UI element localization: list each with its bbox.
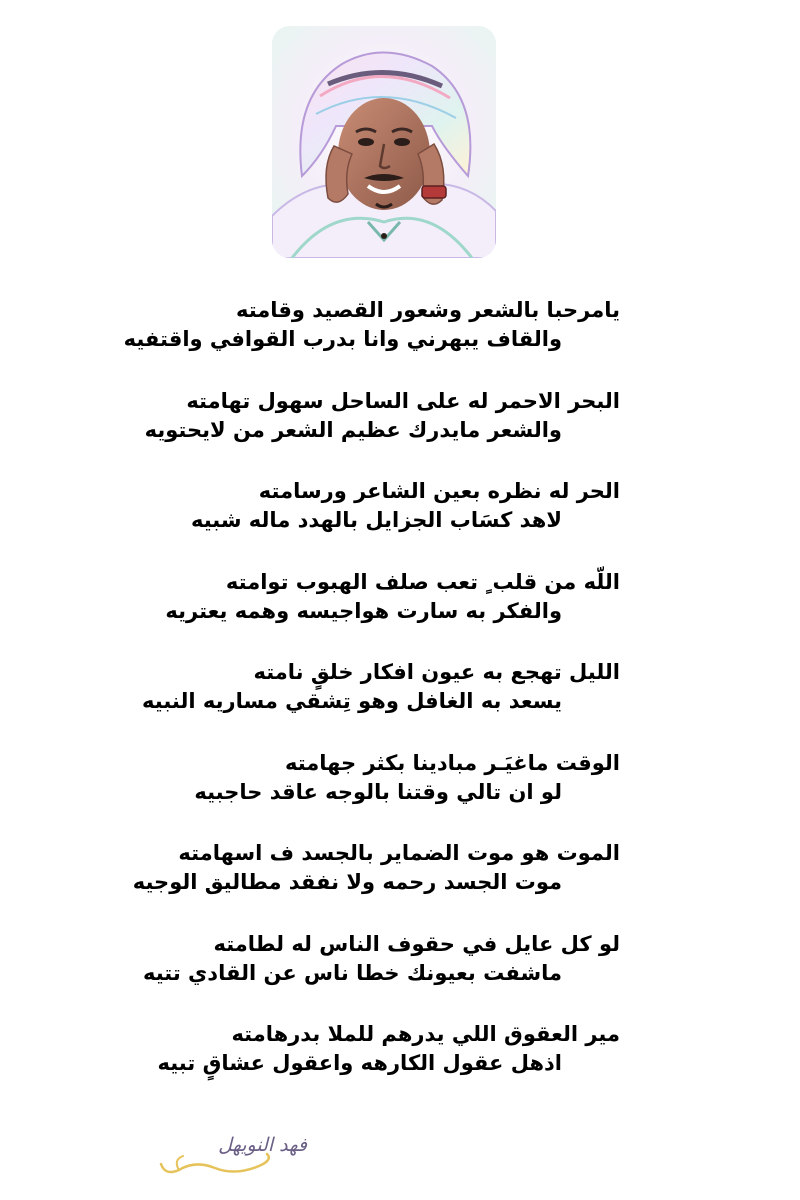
poem-stanza <box>150 1016 620 1107</box>
portrait-illustration-icon <box>272 26 496 258</box>
poem-line: اللّه من قلب ٍ تعب صلف الهبوب توامته <box>225 569 620 594</box>
poem-line: اذهل عقول الكارهه واعقول عشاقٍ تبيه <box>157 1051 562 1075</box>
poem-stanza <box>150 564 620 655</box>
signature-name: فهد النويهل <box>218 1134 307 1156</box>
poem-stanza <box>144 383 620 474</box>
poem-line: موت الجسد رحمه ولا نفقد مطاليق الوجيه <box>132 870 562 894</box>
poem-line: والشعر مايدرك عظيم الشعر من لايحتويه <box>144 417 562 442</box>
poem-stanza <box>142 654 620 745</box>
poem-line: والقاف يبهرني وانا بدرب القوافي واقتفيه <box>123 327 562 351</box>
poem-stanza <box>132 835 620 926</box>
poem-line: يسعد به الغافل وهو تِشقي مساريه النبيه <box>142 689 562 713</box>
poet-portrait <box>272 26 496 258</box>
poem-line: البحر الاحمر له على الساحل سهول تهامته <box>186 388 620 413</box>
poem-line: الوقت ماغيَـر مبادينا بكثر جهامته <box>284 750 620 775</box>
poem-line: والفكر به سارت هواجيسه وهمه يعتريه <box>165 598 562 623</box>
poem-line: لو ان تالي وقتنا بالوجه عاقد حاجبيه <box>194 779 562 804</box>
poem-line: ماشفت بعيونك خطا ناس عن القادي تتيه <box>142 960 562 985</box>
poem-stanza <box>150 745 620 836</box>
poem-line: لاهد كسَاب الجزايل بالهدد ماله شبيه <box>190 508 562 532</box>
poem-line: لو كل عايل في حقوف الناس له لطامته <box>213 931 620 956</box>
poem-stanza <box>123 292 620 383</box>
poem-line: الموت هو موت الضماير بالجسد ف اسهامته <box>178 841 620 865</box>
poem-line: الليل تهجع به عيون افكار خلقٍ نامته <box>253 660 620 684</box>
poem <box>123 292 620 1107</box>
poem-line: مير العقوق اللي يدرهم للملا بدرهامته <box>231 1022 620 1046</box>
poem-stanza <box>150 473 620 564</box>
poem-line: الحر له نظره بعين الشاعر ورسامته <box>258 479 620 503</box>
poet-signature <box>155 1130 315 1180</box>
poem-stanza <box>142 926 620 1017</box>
poem-line: يامرحبا بالشعر وشعور القصيد وقامته <box>235 298 620 322</box>
